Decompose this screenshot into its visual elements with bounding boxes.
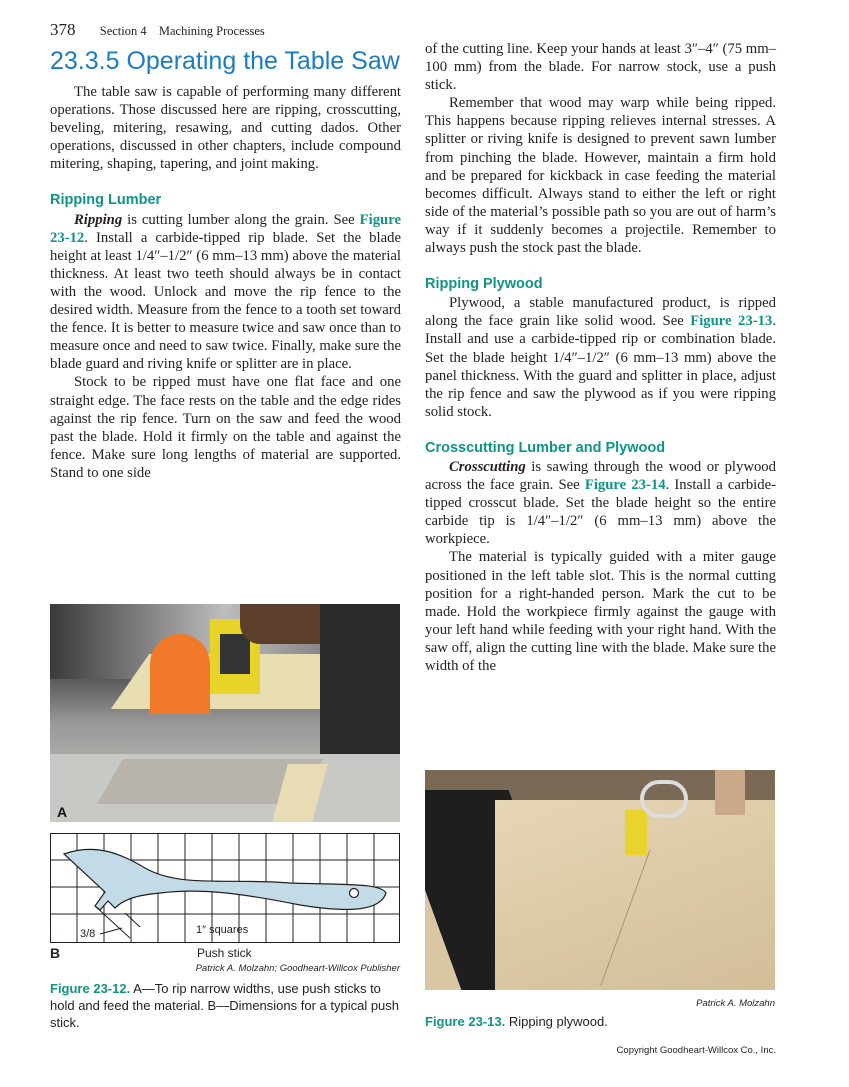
figure-number: Figure 23-13. [425,1014,506,1029]
left-column [50,83,401,482]
crosscutting-paragraph [425,458,776,548]
plywood-paragraph [425,294,776,421]
heading-ripping-lumber: Ripping Lumber [50,192,162,209]
term-ripping: Ripping [74,211,123,228]
caption-text: A—To rip narrow widths, use push sticks to hold and feed the material. B—Dimensions for a typical push stick. [50,981,400,1030]
push-stick-shape [64,849,386,910]
figure-number: Figure 23-12. [50,981,131,996]
figure-23-12-caption [50,980,400,1031]
ripping-paragraph [50,211,401,374]
dimension-label: 3/8 [80,928,96,940]
page-title: 23.3.5 Operating the Table Saw [50,47,400,75]
diagram-title: Push stick [197,946,252,960]
figure-ref-23-14[interactable]: Figure 23-14 [584,477,666,494]
heading-ripping-plywood: Ripping Plywood [425,276,543,293]
grid-scale-label: 1″ squares [196,924,249,936]
text: . Install a carbide-tipped crosscut blade. Set the blade height so the entire carbide tip is 1/4″–1/2″ (6 mm–13 mm) above the workpiece. [425,477,777,548]
figure-label-a: A [57,804,68,820]
warp-paragraph: Remember that wood may warp while being ripped. This happens because ripping relieves internal stresses. A splitter or riving knife is designed to prevent sawn lumber from pinching the blade. However, maintain a firm hold and be prepared for kickback in case feeding the material becomes difficult. Always stand to either the left or right side of the material’s possible path so you are out of harm’s way if it suddenly becomes a projectile. Remember to always push the stock past the blade. [425,95,776,257]
stock-paragraph: Stock to be ripped must have one flat face and one straight edge. The face rests on the table and the edge rides against the rip fence. Turn on the saw and feed the wood past the blade. Hold it firmly on the table and against the fence. Make sure long lengths of material are supported. Stand to one side [50,374,401,481]
push-stick-diagram [50,833,400,945]
text: . Install a carbide-tipped rip blade. Set the blade height at least 1/4″–1/2″ (6 mm–13 mm) above the material thickness. At least two teeth should always be in contact with the wood. Unlock and move the rip fence to the desired width. Measure from the fence to a tooth set toward the fence. It is better to measure twice and saw once than to measure once and need to saw twice. Finally, make sure the blade guard and riving knife or splitter are in place. [50,229,401,373]
term-crosscutting: Crosscutting [449,458,526,475]
section-label: Section 4 [99,24,147,38]
text: is cutting lumber along the grain. See [122,211,360,228]
running-header [50,20,265,40]
section-title: Machining Processes [158,24,265,38]
figure-23-13-photo [425,770,775,990]
heading-crosscutting: Crosscutting Lumber and Plywood [425,439,666,456]
figure-23-13-credit: Patrick A. Molzahn [696,998,775,1009]
text: . Install and use a carbide-tipped rip or combination blade. Set the blade height 1/4″–1/2″ (6 mm–13 mm) above the panel thickness. With the guard and splitter in place, adjust the rip fence and saw the plywood as if you were ripping solid stock. [425,313,776,420]
figure-ref-23-12[interactable]: Figure 23-12 [50,211,401,246]
hands-paragraph: of the cutting line. Keep your hands at least 3″–4″ (75 mm–100 mm) from the blade. For narrow stock, use a push stick. [425,41,776,94]
page-number: 378 [50,20,76,39]
intro-paragraph: The table saw is capable of performing many different operations. Those discussed here are ripping, crosscutting, beveling, mitering, resawing, and cutting dados. Other operations, discussed in other chapters, include compound mitering, shaping, tapering, and joint making. [50,84,401,173]
text: is sawing through the wood or plywood across the face grain. See [425,458,776,494]
figure-23-13-caption [425,1013,775,1030]
copyright-footer: Copyright Goodheart-Willcox Co., Inc. [616,1045,776,1056]
caption-text: Ripping plywood. [505,1014,608,1029]
right-column [425,40,776,675]
miter-paragraph: The material is typically guided with a miter gauge positioned in the left table slot. This is the normal cutting position for a right-handed person. Mark the cut to be made. Hold the workpiece firmly against the gauge with your left hand while feeding with your right hand. With the saw off, align the cutting line with the blade. Make sure the width of the [425,549,776,674]
figure-23-12-credit: Patrick A. Molzahn; Goodheart-Willcox Publisher [195,963,400,974]
figure-23-12a-photo [50,604,400,822]
figure-label-b: B [50,945,61,961]
figure-ref-23-13[interactable]: Figure 23-13 [690,313,773,330]
text: Plywood, a stable manufactured product, is ripped along the face grain like solid wood. See [425,295,776,330]
